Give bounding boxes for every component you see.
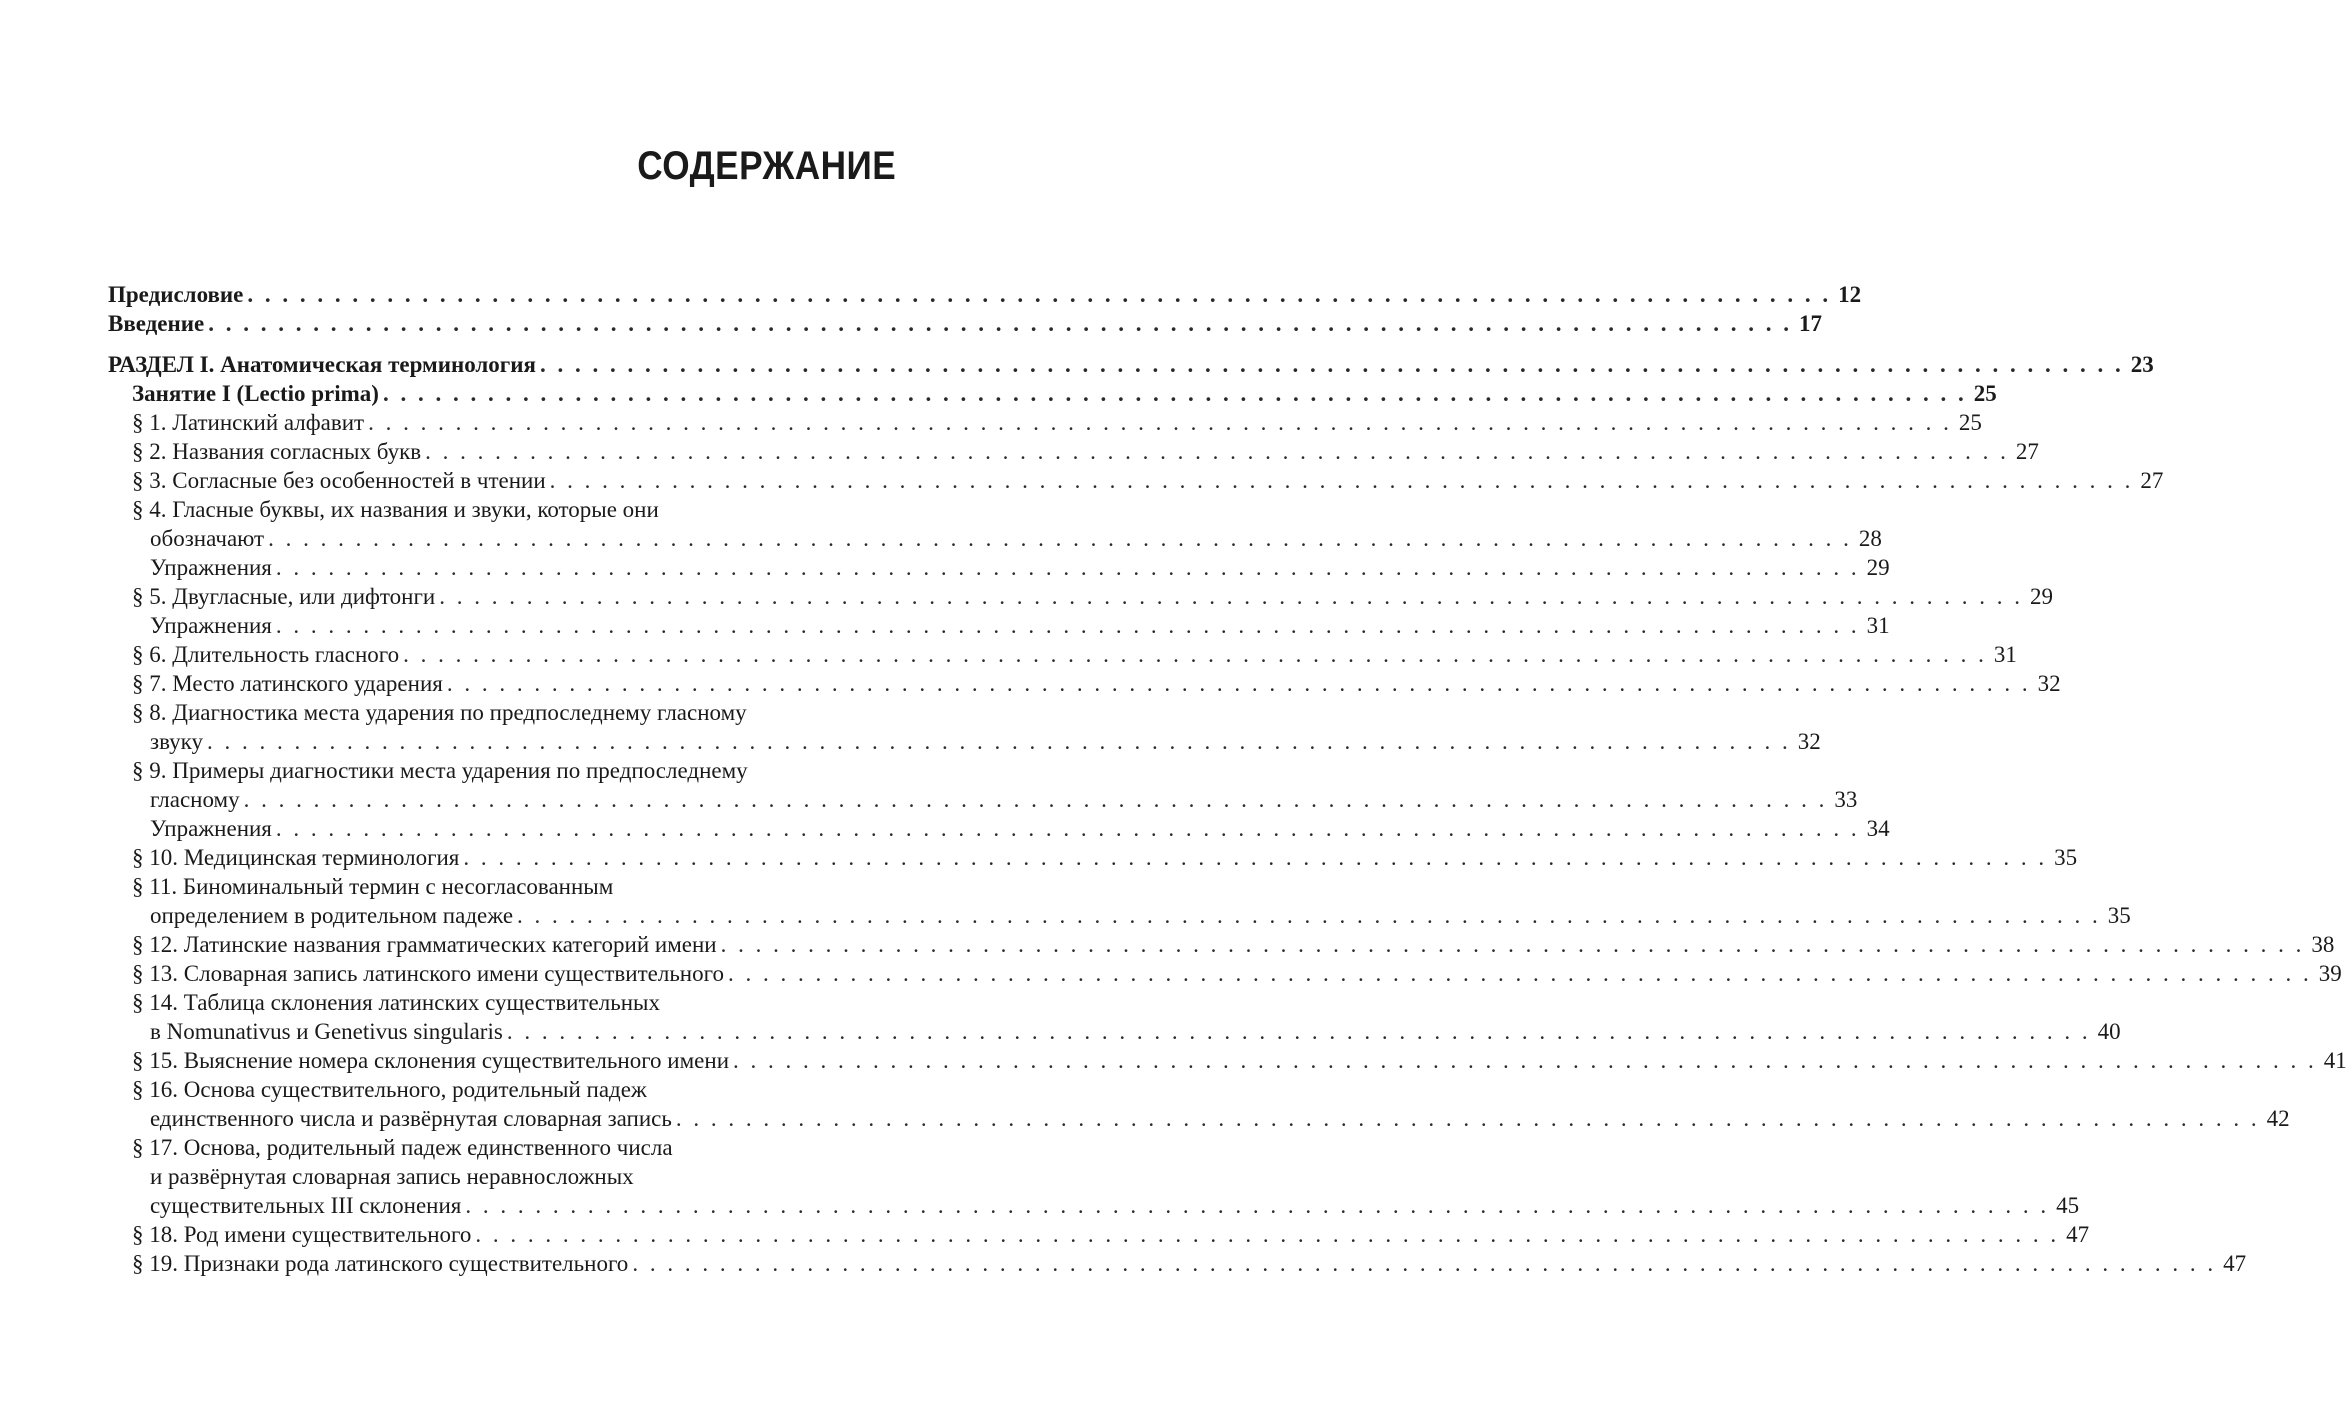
dot-leader: . . . . . . . . . . . . . . . . . . . . . . . . . . . . . . . . . . . . . . . . . . . . . . . . . . . . . . . . . . . . . . . . . . . . . . . . . . . . . . . . . . . . . . . . . . . <box>268 526 1852 551</box>
toc-entry[interactable] <box>108 495 1882 553</box>
toc-page-number: 27 <box>2015 439 2039 464</box>
toc-entry-title: § 14. Таблица склонения латинских существительных <box>132 990 660 1015</box>
toc-page-number: 31 <box>1866 613 1890 638</box>
dot-leader: . . . . . . . . . . . . . . . . . . . . . . . . . . . . . . . . . . . . . . . . . . . . . . . . . . . . . . . . . . . . . . . . . . . . . . . . . . . . . . . . . . . . . . . . . . . <box>403 642 1987 667</box>
toc-entry-title: § 18. Род имени существительного <box>132 1222 472 1247</box>
toc-page-number: 27 <box>2140 468 2164 493</box>
toc-page-number: 25 <box>1973 381 1997 406</box>
toc-page-number: 33 <box>1834 787 1858 812</box>
dot-leader: . . . . . . . . . . . . . . . . . . . . . . . . . . . . . . . . . . . . . . . . . . . . . . . . . . . . . . . . . . . . . . . . . . . . . . . . . . . . . . . . . . . . . . . . . . . <box>275 555 1860 580</box>
toc-entry[interactable] <box>108 988 2121 1046</box>
toc-entry-title: § 6. Длительность гласного <box>132 642 400 667</box>
table-of-contents <box>108 280 2347 1278</box>
dot-leader: . . . . . . . . . . . . . . . . . . . . . . . . . . . . . . . . . . . . . . . . . . . . . . . . . . . . . . . . . . . . . . . . . . . . . . . . . . . . . . . . . . . . . . . . . . . <box>632 1251 2217 1276</box>
toc-entry[interactable] <box>108 959 2342 988</box>
toc-entry[interactable] <box>108 872 2131 930</box>
toc-entry[interactable] <box>108 1046 2347 1075</box>
toc-page-number: 25 <box>1958 410 1982 435</box>
toc-entry[interactable] <box>108 1249 2247 1278</box>
toc-entry-title: и развёрнутая словарная запись неравносложных <box>150 1164 634 1189</box>
toc-entry-title: § 10. Медицинская терминология <box>132 845 460 870</box>
toc-entry[interactable] <box>108 1133 2080 1220</box>
toc-entry-title: § 15. Выяснение номера склонения существительного имени <box>132 1048 730 1073</box>
toc-entry-title: § 3. Согласные без особенностей в чтении <box>132 468 546 493</box>
toc-entry-title: § 8. Диагностика места ударения по предпоследнему гласному <box>132 700 747 725</box>
toc-entry[interactable] <box>108 930 2335 959</box>
toc-page-number: 28 <box>1858 526 1882 551</box>
dot-leader: . . . . . . . . . . . . . . . . . . . . . . . . . . . . . . . . . . . . . . . . . . . . . . . . . . . . . . . . . . . . . . . . . . . . . . . . . . . . . . . . . . . . . . . . . . . <box>446 671 2031 696</box>
toc-entry-title: Предисловие <box>108 282 244 307</box>
toc-entry-title: в Nomunativus и Genetivus singularis <box>150 1019 503 1044</box>
toc-entry-title: Упражнения <box>150 613 272 638</box>
toc-entry-title: § 5. Двугласные, или дифтонги <box>132 584 436 609</box>
toc-entry[interactable] <box>108 698 1821 756</box>
toc-entry-title: § 7. Место латинского ударения <box>132 671 443 696</box>
dot-leader: . . . . . . . . . . . . . . . . . . . . . . . . . . . . . . . . . . . . . . . . . . . . . . . . . . . . . . . . . . . . . . . . . . . . . . . . . . . . . . . . . . . . . . . . . . . <box>549 468 2134 493</box>
toc-entry-title: § 1. Латинский алфавит <box>132 410 365 435</box>
toc-entry-title: Упражнения <box>150 555 272 580</box>
dot-leader: . . . . . . . . . . . . . . . . . . . . . . . . . . . . . . . . . . . . . . . . . . . . . . . . . . . . . . . . . . . . . . . . . . . . . . . . . . . . . . . . . . . . . . . . . . . <box>517 903 2101 928</box>
toc-entry-title: § 9. Примеры диагностики места ударения по предпоследнему <box>132 758 748 783</box>
dot-leader: . . . . . . . . . . . . . . . . . . . . . . . . . . . . . . . . . . . . . . . . . . . . . . . . . . . . . . . . . . . . . . . . . . . . . . . . . . . . . . . . . . . . . . . . . . . <box>675 1106 2260 1131</box>
toc-entry[interactable] <box>108 466 2164 495</box>
toc-entry[interactable] <box>108 350 2154 379</box>
toc-page-number: 38 <box>2311 932 2335 957</box>
dot-leader: . . . . . . . . . . . . . . . . . . . . . . . . . . . . . . . . . . . . . . . . . . . . . . . . . . . . . . . . . . . . . . . . . . . . . . . . . . . . . . . . . . . . . . . . . . . <box>539 352 2124 377</box>
dot-leader: . . . . . . . . . . . . . . . . . . . . . . . . . . . . . . . . . . . . . . . . . . . . . . . . . . . . . . . . . . . . . . . . . . . . . . . . . . . . . . . . . . . . . . . . . . . <box>439 584 2023 609</box>
toc-entry[interactable] <box>108 408 1982 437</box>
toc-entry[interactable] <box>108 1075 2290 1133</box>
toc-page-number: 35 <box>2107 903 2131 928</box>
toc-page-number: 35 <box>2054 845 2078 870</box>
toc-entry-title: определением в родительном падеже <box>150 903 514 928</box>
toc-entry[interactable] <box>108 309 1822 338</box>
toc-entry-title: Введение <box>108 311 205 336</box>
toc-page-number: 32 <box>2037 671 2061 696</box>
toc-page-number: 12 <box>1838 282 1862 307</box>
toc-page-number: 17 <box>1798 311 1822 336</box>
dot-leader: . . . . . . . . . . . . . . . . . . . . . . . . . . . . . . . . . . . . . . . . . . . . . . . . . . . . . . . . . . . . . . . . . . . . . . . . . . . . . . . . . . . . . . . . . . . <box>275 613 1860 638</box>
page-title: СОДЕРЖАНИЕ <box>637 144 896 188</box>
toc-entry[interactable] <box>108 553 1890 582</box>
dot-leader: . . . . . . . . . . . . . . . . . . . . . . . . . . . . . . . . . . . . . . . . . . . . . . . . . . . . . . . . . . . . . . . . . . . . . . . . . . . . . . . . . . . . . . . . . . . <box>368 410 1952 435</box>
dot-leader: . . . . . . . . . . . . . . . . . . . . . . . . . . . . . . . . . . . . . . . . . . . . . . . . . . . . . . . . . . . . . . . . . . . . . . . . . . . . . . . . . . . . . . . . . . . <box>733 1048 2317 1073</box>
toc-entry[interactable] <box>108 756 1858 814</box>
dot-leader: . . . . . . . . . . . . . . . . . . . . . . . . . . . . . . . . . . . . . . . . . . . . . . . . . . . . . . . . . . . . . . . . . . . . . . . . . . . . . . . . . . . . . . . . . . . <box>463 845 2048 870</box>
dot-leader: . . . . . . . . . . . . . . . . . . . . . . . . . . . . . . . . . . . . . . . . . . . . . . . . . . . . . . . . . . . . . . . . . . . . . . . . . . . . . . . . . . . . . . . . . . . <box>382 381 1967 406</box>
toc-page-number: 34 <box>1866 816 1890 841</box>
toc-entry[interactable] <box>108 437 2039 466</box>
dot-leader: . . . . . . . . . . . . . . . . . . . . . . . . . . . . . . . . . . . . . . . . . . . . . . . . . . . . . . . . . . . . . . . . . . . . . . . . . . . . . . . . . . . . . . . . . . . <box>247 282 1832 307</box>
toc-entry[interactable] <box>108 640 2017 669</box>
toc-entry-title: гласному <box>150 787 240 812</box>
toc-page-number: 32 <box>1797 729 1821 754</box>
dot-leader: . . . . . . . . . . . . . . . . . . . . . . . . . . . . . . . . . . . . . . . . . . . . . . . . . . . . . . . . . . . . . . . . . . . . . . . . . . . . . . . . . . . . . . . . . . . <box>475 1222 2060 1247</box>
dot-leader: . . . . . . . . . . . . . . . . . . . . . . . . . . . . . . . . . . . . . . . . . . . . . . . . . . . . . . . . . . . . . . . . . . . . . . . . . . . . . . . . . . . . . . . . . . . <box>425 439 2009 464</box>
toc-page-number: 29 <box>2029 584 2053 609</box>
toc-entry-title: § 11. Биноминальный термин с несогласованным <box>132 874 614 899</box>
toc-page-number: 39 <box>2318 961 2342 986</box>
toc-entry-title: обозначают <box>150 526 265 551</box>
dot-leader: . . . . . . . . . . . . . . . . . . . . . . . . . . . . . . . . . . . . . . . . . . . . . . . . . . . . . . . . . . . . . . . . . . . . . . . . . . . . . . . . . . . . . . . . . . . <box>720 932 2305 957</box>
toc-entry-title: § 17. Основа, родительный падеж единственного числа <box>132 1135 673 1160</box>
toc-entry[interactable] <box>108 1220 2090 1249</box>
toc-page-number: 45 <box>2056 1193 2080 1218</box>
toc-entry[interactable] <box>108 843 2078 872</box>
toc-entry[interactable] <box>108 582 2053 611</box>
toc-page-number: 42 <box>2266 1106 2290 1131</box>
dot-leader: . . . . . . . . . . . . . . . . . . . . . . . . . . . . . . . . . . . . . . . . . . . . . . . . . . . . . . . . . . . . . . . . . . . . . . . . . . . . . . . . . . . . . . . . . . . <box>275 816 1860 841</box>
toc-entry[interactable] <box>108 379 1997 408</box>
dot-leader: . . . . . . . . . . . . . . . . . . . . . . . . . . . . . . . . . . . . . . . . . . . . . . . . . . . . . . . . . . . . . . . . . . . . . . . . . . . . . . . . . . . . . . . . . . . <box>506 1019 2091 1044</box>
toc-entry-title: Занятие I (Lectio prima) <box>132 381 379 406</box>
toc-page-number: 23 <box>2130 352 2154 377</box>
toc-page-number: 47 <box>2066 1222 2090 1247</box>
dot-leader: . . . . . . . . . . . . . . . . . . . . . . . . . . . . . . . . . . . . . . . . . . . . . . . . . . . . . . . . . . . . . . . . . . . . . . . . . . . . . . . . . . . . . . . . . . . <box>243 787 1828 812</box>
toc-entry-title: § 12. Латинские названия грамматических категорий имени <box>132 932 717 957</box>
toc-entry-title: существительных III склонения <box>150 1193 462 1218</box>
toc-entry[interactable] <box>108 669 2061 698</box>
toc-entry-title: РАЗДЕЛ I. Анатомическая терминология <box>108 352 536 377</box>
toc-page-number: 29 <box>1866 555 1890 580</box>
toc-entry-title: § 4. Гласные буквы, их названия и звуки, которые они <box>132 497 659 522</box>
dot-leader: . . . . . . . . . . . . . . . . . . . . . . . . . . . . . . . . . . . . . . . . . . . . . . . . . . . . . . . . . . . . . . . . . . . . . . . . . . . . . . . . . . . . . . . . . . . <box>727 961 2312 986</box>
toc-entry[interactable] <box>108 814 1890 843</box>
toc-entry-title: § 19. Признаки рода латинского существительного <box>132 1251 629 1276</box>
toc-entry-title: Упражнения <box>150 816 272 841</box>
dot-leader: . . . . . . . . . . . . . . . . . . . . . . . . . . . . . . . . . . . . . . . . . . . . . . . . . . . . . . . . . . . . . . . . . . . . . . . . . . . . . . . . . . . . . . . . . . . <box>207 729 1791 754</box>
toc-page-number: 40 <box>2097 1019 2121 1044</box>
toc-entry[interactable] <box>108 611 1890 640</box>
toc-page-number: 41 <box>2323 1048 2347 1073</box>
toc-entry-title: единственного числа и развёрнутая словарная запись <box>150 1106 672 1131</box>
toc-page-number: 31 <box>1993 642 2017 667</box>
dot-leader: . . . . . . . . . . . . . . . . . . . . . . . . . . . . . . . . . . . . . . . . . . . . . . . . . . . . . . . . . . . . . . . . . . . . . . . . . . . . . . . . . . . . . . . . . . . <box>208 311 1792 336</box>
toc-entry-title: § 16. Основа существительного, родительный падеж <box>132 1077 647 1102</box>
toc-entry-title: § 13. Словарная запись латинского имени существительного <box>132 961 724 986</box>
toc-entry-title: § 2. Названия согласных букв <box>132 439 422 464</box>
toc-entry-title: звуку <box>150 729 204 754</box>
toc-entry[interactable] <box>108 280 1862 309</box>
dot-leader: . . . . . . . . . . . . . . . . . . . . . . . . . . . . . . . . . . . . . . . . . . . . . . . . . . . . . . . . . . . . . . . . . . . . . . . . . . . . . . . . . . . . . . . . . . . <box>465 1193 2050 1218</box>
toc-page-number: 47 <box>2223 1251 2247 1276</box>
